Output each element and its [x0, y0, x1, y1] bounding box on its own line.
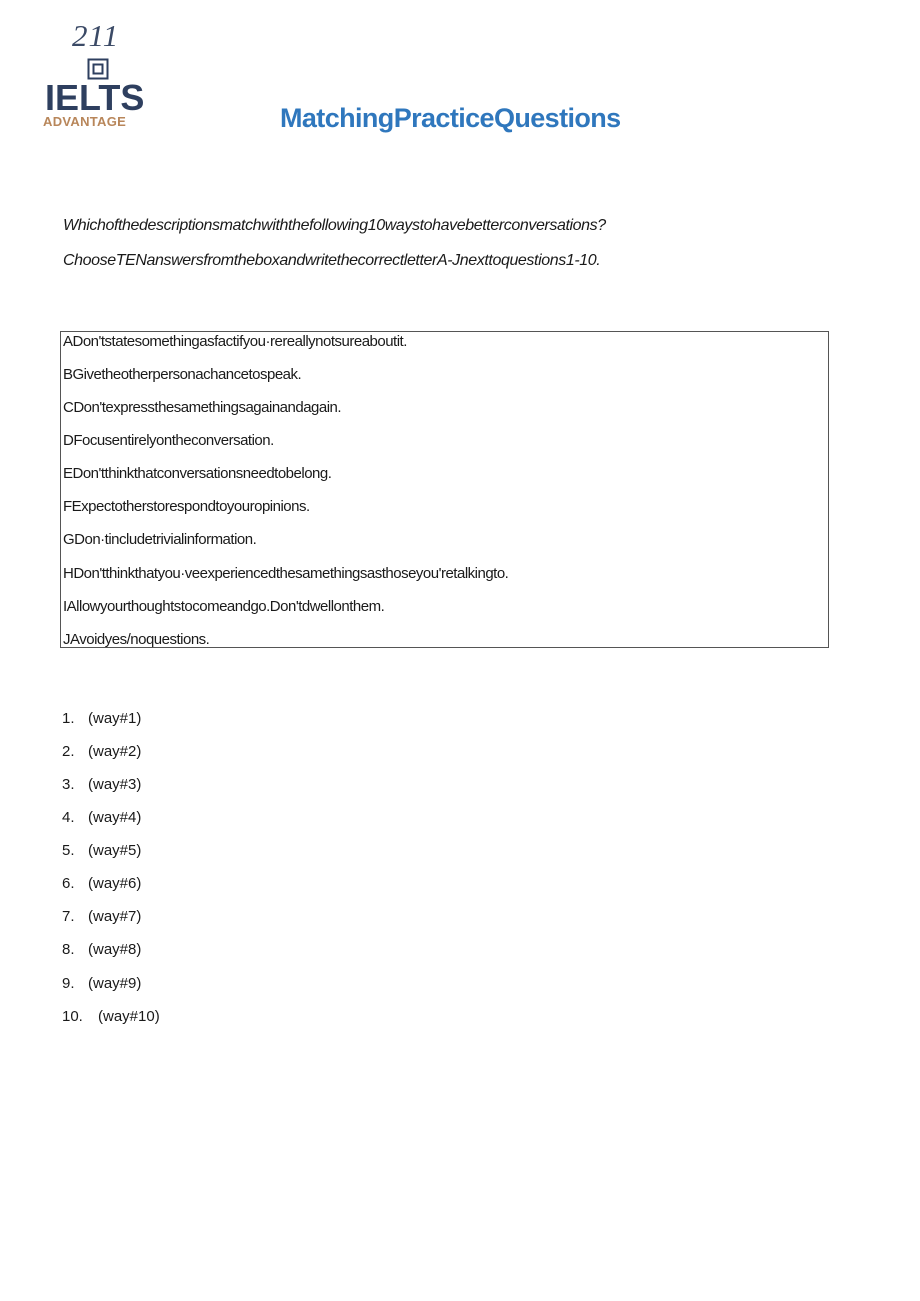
- question-label: (way#6): [88, 875, 142, 892]
- option-a: ADon'tstatesomethingasfactifyou·rereallynotsureaboutit.: [63, 333, 407, 350]
- question-2: [62, 743, 141, 760]
- question-label: (way#4): [88, 809, 142, 826]
- question-10: [62, 1008, 160, 1025]
- question-label: (way#3): [88, 776, 142, 793]
- question-number: 9.: [62, 975, 75, 992]
- question-label: (way#2): [88, 743, 142, 760]
- question-number: 10.: [62, 1008, 83, 1025]
- question-number: 4.: [62, 809, 75, 826]
- option-b: BGivetheotherpersonachancetospeak.: [63, 366, 302, 383]
- question-7: [62, 908, 141, 925]
- question-number: 2.: [62, 743, 75, 760]
- logo-number: 211: [72, 18, 120, 53]
- instruction-line-1: Whichofthedescriptionsmatchwiththefollowing10waystohavebetterconversations?: [63, 217, 606, 234]
- option-g: GDon·tincludetrivialinformation.: [63, 531, 257, 548]
- question-4: [62, 809, 141, 826]
- question-number: 1.: [62, 710, 75, 727]
- option-d: DFocusentirelyontheconversation.: [63, 432, 274, 449]
- question-number: 6.: [62, 875, 75, 892]
- question-3: [62, 776, 141, 793]
- option-f: FExpectotherstorespondtoyouropinions.: [63, 498, 310, 515]
- question-number: 7.: [62, 908, 75, 925]
- logo-subtitle: ADVANTAGE: [43, 114, 127, 129]
- ielts-advantage-logo: [40, 16, 160, 132]
- option-e: EDon'tthinkthatconversationsneedtobelong.: [63, 465, 332, 482]
- question-label: (way#1): [88, 710, 142, 727]
- page-title: MatchingPracticeQuestions: [280, 103, 621, 133]
- question-label: (way#5): [88, 842, 142, 859]
- question-label: (way#8): [88, 941, 142, 958]
- question-9: [62, 975, 141, 992]
- question-5: [62, 842, 141, 859]
- question-6: [62, 875, 141, 892]
- question-label: (way#7): [88, 908, 142, 925]
- question-8: [62, 941, 141, 958]
- instruction-line-2: ChooseTENanswersfromtheboxandwritethecorrectletterA-Jnexttoquestions1-10.: [63, 252, 601, 269]
- question-1: [62, 710, 141, 727]
- question-number: 5.: [62, 842, 75, 859]
- option-i: IAllowyourthoughtstocomeandgo.Don'tdwellonthem.: [63, 598, 385, 615]
- question-number: 8.: [62, 941, 75, 958]
- answer-options-box: [60, 331, 829, 648]
- option-j: JAvoidyes/noquestions.: [63, 631, 210, 648]
- question-number: 3.: [62, 776, 75, 793]
- question-label: (way#9): [88, 975, 142, 992]
- option-h: HDon'tthinkthatyou·veexperiencedthesamethingsasthoseyou'retalkingto.: [63, 565, 509, 582]
- question-label: (way#10): [98, 1008, 160, 1025]
- logo-wordmark: IELTS: [45, 77, 145, 118]
- option-c: CDon'texpressthesamethingsagainandagain.: [63, 399, 342, 416]
